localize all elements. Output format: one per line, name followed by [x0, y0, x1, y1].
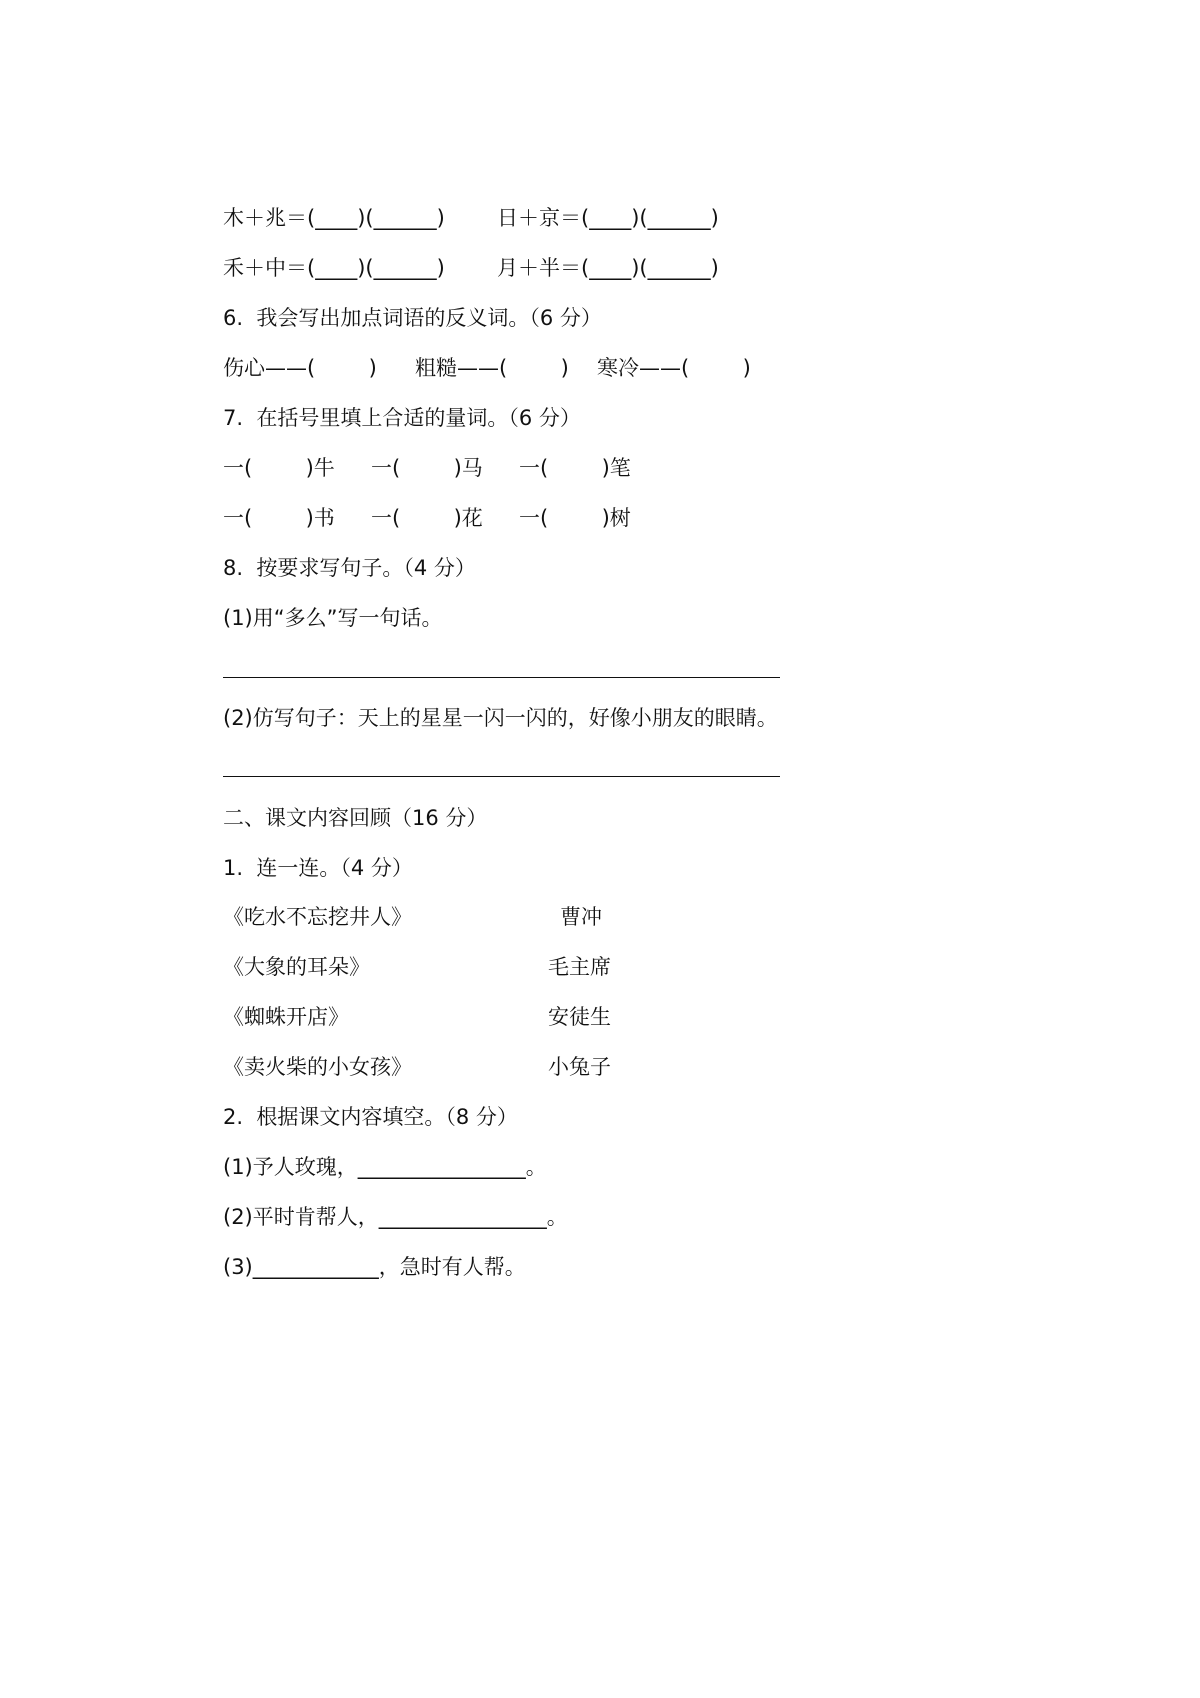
fill-blank-item: (1)予人玫瑰，________________。: [223, 1155, 547, 1179]
fill-blank-item: (3)____________，急时有人帮。: [223, 1255, 526, 1279]
q8-sub1: (1)用“多么”写一句话。: [223, 606, 443, 630]
measure-word-item: 一( )树: [519, 506, 631, 530]
match-left-item: 《吃水不忘挖井人》: [223, 905, 412, 929]
match-left-item: 《蜘蛛开店》: [223, 1005, 349, 1029]
char-combo-3: 禾＋中＝(____)(______): [223, 256, 445, 280]
match-left-item: 《大象的耳朵》: [223, 955, 370, 979]
q8-sub2: (2)仿写句子：天上的星星一闪一闪的，好像小朋友的眼睛。: [223, 706, 778, 730]
measure-word-item: 一( )马: [371, 456, 483, 480]
measure-word-item: 一( )花: [371, 506, 483, 530]
antonym-item: 粗糙——( ): [415, 356, 569, 380]
match-right-item: 安徒生: [548, 1005, 611, 1029]
char-combo-4: 月＋半＝(____)(______): [497, 256, 719, 280]
measure-word-item: 一( )笔: [519, 456, 631, 480]
antonym-item: 寒冷——( ): [597, 356, 751, 380]
char-combo-2: 日＋京＝(____)(______): [497, 206, 719, 230]
measure-word-item: 一( )书: [223, 506, 335, 530]
answer-line: [223, 776, 780, 777]
antonym-item: 伤心——( ): [223, 356, 377, 380]
s2-q2-title: 2. 根据课文内容填空。（8 分）: [223, 1105, 518, 1129]
measure-word-item: 一( )牛: [223, 456, 335, 480]
q6-title: 6. 我会写出加点词语的反义词。（6 分）: [223, 306, 602, 330]
fill-blank-item: (2)平时肯帮人，________________。: [223, 1205, 568, 1229]
q7-title: 7. 在括号里填上合适的量词。（6 分）: [223, 406, 581, 430]
match-right-item: 曹冲: [560, 905, 602, 929]
q8-title: 8. 按要求写句子。（4 分）: [223, 556, 476, 580]
match-right-item: 毛主席: [548, 955, 611, 979]
char-combo-1: 木＋兆＝(____)(______): [223, 206, 445, 230]
section2-title: 二、课文内容回顾（16 分）: [223, 806, 488, 830]
match-left-item: 《卖火柴的小女孩》: [223, 1055, 412, 1079]
s2-q1-title: 1. 连一连。（4 分）: [223, 856, 413, 880]
answer-line: [223, 677, 780, 678]
match-right-item: 小兔子: [548, 1055, 611, 1079]
